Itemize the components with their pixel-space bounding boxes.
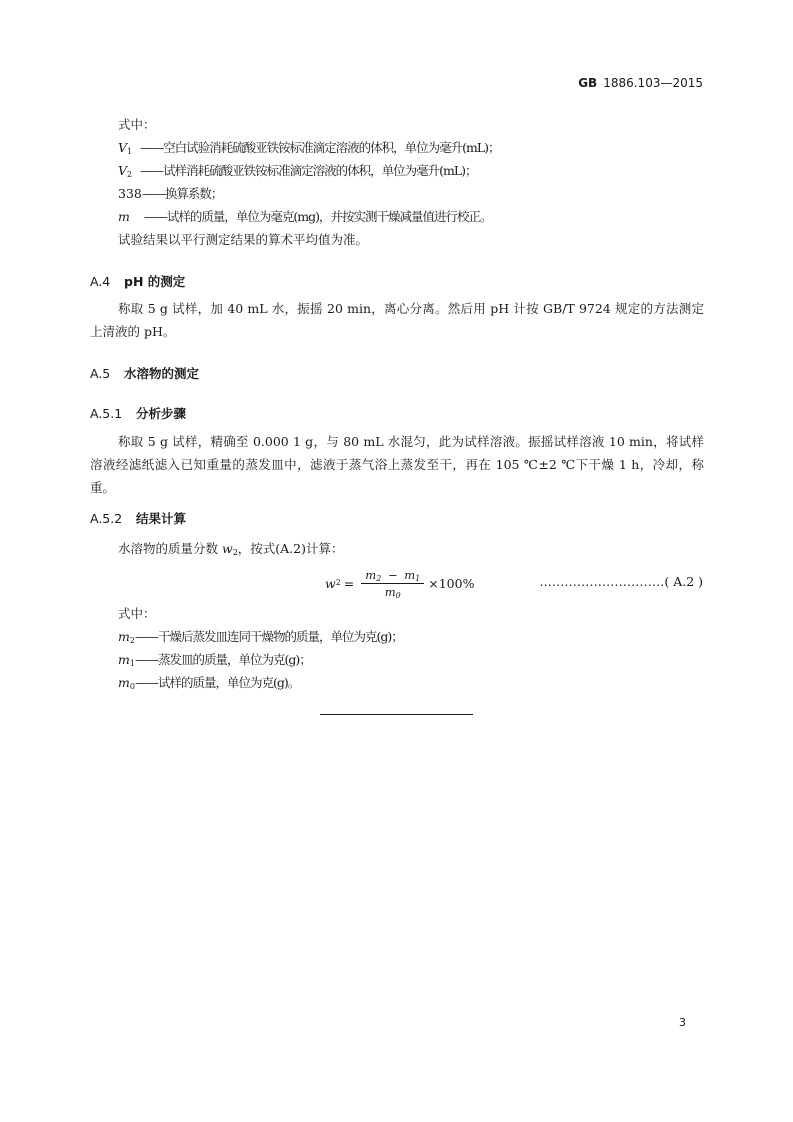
variable-symbol: V: [118, 140, 128, 155]
variable-definition: [118, 627, 403, 645]
variable-definition: [118, 673, 299, 691]
variable-subscript: 2: [232, 548, 238, 557]
section-heading-a4: [90, 272, 185, 290]
variable-symbol: m: [118, 209, 130, 224]
variable-definition: [118, 207, 491, 225]
variable-symbol: 338: [118, 186, 142, 201]
equation-number: …………………………( A.2 ): [539, 574, 703, 589]
fraction-numerator: [361, 568, 424, 584]
variable-subscript: 2: [127, 170, 133, 179]
where-label: 式中：: [118, 606, 156, 621]
variable-definition: [118, 650, 311, 668]
formula-intro: [118, 539, 344, 557]
section-title: 结果计算: [136, 511, 187, 526]
numerator-subscript: 1: [415, 573, 421, 583]
section-number: A.5.1: [90, 406, 123, 421]
variable-description: ——干燥后蒸发皿连同干燥物的质量，单位为克(g)；: [134, 629, 403, 644]
variable-symbol: V: [118, 163, 128, 178]
result-note: 试验结果以平行测定结果的算术平均值为准。: [118, 232, 369, 247]
variable-symbol: m: [118, 652, 130, 667]
variable-description: ——试样的质量，单位为毫克(mg)，并按实测干燥减量值进行校正。: [143, 209, 492, 224]
section-number: A.5: [90, 366, 111, 381]
denominator-term: m: [384, 584, 396, 599]
variable-description: ——蒸发皿的质量，单位为克(g)；: [134, 652, 311, 667]
equals-sign: =: [343, 575, 355, 591]
variable-definition: [118, 161, 477, 179]
section-number: A.4: [90, 274, 111, 289]
section-title: pH 的测定: [124, 274, 186, 289]
formula-a2: w 2 = $\frac{m_2 - m_1}{m_0}$ ×100%: [325, 567, 475, 600]
times-percent: ×100%: [428, 575, 475, 591]
document-header: [578, 76, 703, 90]
variable-symbol: m: [118, 629, 130, 644]
variable-subscript: 1: [129, 659, 135, 668]
fraction-denominator: [385, 584, 401, 599]
variable-subscript: 1: [127, 147, 133, 156]
numerator-term: m: [404, 567, 416, 582]
denominator-subscript: 0: [395, 590, 401, 600]
variable-description: ——试样的质量，单位为克(g)。: [134, 675, 300, 690]
variable-description: ——换算系数；: [141, 186, 223, 201]
variable-description: ——试样消耗硫酸亚铁铵标准滴定溶液的体积，单位为毫升(mL)；: [140, 163, 477, 178]
variable-subscript: 2: [129, 636, 135, 645]
fraction: [361, 568, 424, 599]
numerator-subscript: 2: [376, 573, 382, 583]
section-title: 水溶物的测定: [124, 366, 200, 381]
variable-definition: [118, 138, 500, 156]
variable-symbol: m: [118, 675, 130, 690]
formula-intro-text: 水溶物的质量分数: [118, 541, 222, 556]
numerator-term: m: [365, 567, 377, 582]
section-heading-a5: [90, 364, 199, 382]
section-a4-paragraph: 称取 5 g 试样，加 40 mL 水，振摇 20 min，离心分离。然后用 pH 计按 GB/T 9724 规定的方法测定上清液的 pH。: [90, 301, 704, 339]
standard-code: 1886.103—2015: [603, 76, 703, 90]
formula-lhs: w: [325, 575, 336, 591]
section-a51-paragraph: 称取 5 g 试样，精确至 0.000 1 g，与 80 mL 水混匀，此为试样溶液。振摇试样溶液 10 min，将试样溶液经滤纸滤入已知重量的蒸发皿中，滤液于蒸气浴上蒸发至干，再在 105 ℃±2 ℃下干燥 1 h，冷却，称重。: [90, 434, 704, 495]
variable-description: ——空白试验消耗硫酸亚铁铵标准滴定溶液的体积，单位为毫升(mL)；: [140, 140, 500, 155]
page-number: 3: [679, 1016, 686, 1029]
variable-definition: [118, 184, 222, 202]
section-heading-a52: [90, 509, 186, 527]
variable-symbol: w: [221, 541, 233, 556]
variable-subscript: 0: [129, 682, 135, 691]
section-heading-a51: [90, 404, 186, 422]
section-number: A.5.2: [90, 511, 123, 526]
end-rule: [320, 714, 473, 715]
standard-prefix: GB: [578, 76, 598, 90]
where-label: 式中：: [118, 117, 156, 132]
minus-sign: −: [387, 567, 398, 582]
section-title: 分析步骤: [136, 406, 187, 421]
formula-intro-text: ，按式(A.2)计算：: [237, 541, 344, 556]
